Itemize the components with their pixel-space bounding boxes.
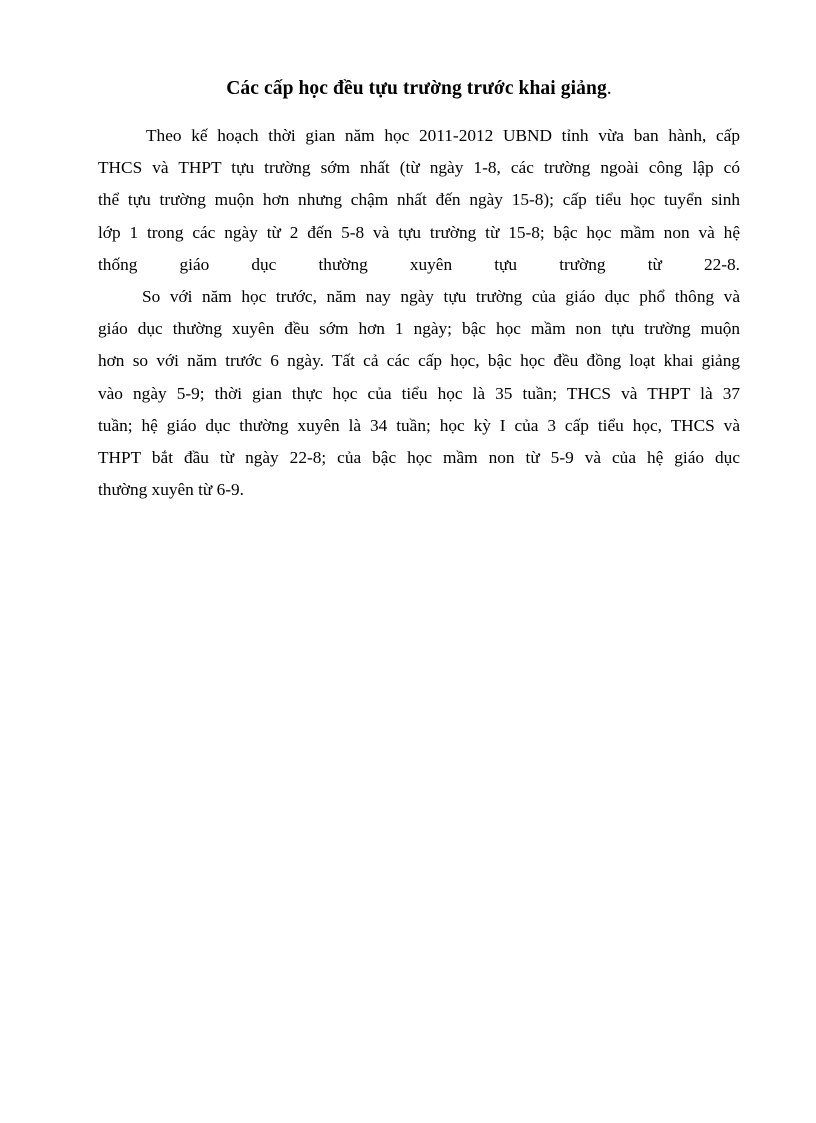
paragraph-line: thể tựu trường muộn hơn nhưng chậm nhất đến ngày 15-8); cấp tiểu học tuyển sinh xyxy=(98,190,740,210)
paragraph-line: THPT bắt đầu từ ngày 22-8; của bậc học mầm non từ 5-9 và của hệ giáo dục xyxy=(98,448,740,468)
title-period: . xyxy=(606,78,612,99)
paragraph-line: So với năm học trước, năm nay ngày tựu trường của giáo dục phổ thông và xyxy=(142,287,740,307)
paragraph-line: hơn so với năm trước 6 ngày. Tất cả các cấp học, bậc học đều đồng loạt khai giảng xyxy=(98,351,740,371)
paragraph-1 xyxy=(98,120,740,281)
paragraph-line: giáo dục thường xuyên đều sớm hơn 1 ngày; bậc học mầm non tựu trường muộn xyxy=(98,319,740,339)
document-page xyxy=(98,74,740,506)
paragraph-line: vào ngày 5-9; thời gian thực học của tiểu học là 35 tuần; THCS và THPT là 37 xyxy=(98,383,740,403)
paragraph-2 xyxy=(98,281,740,506)
paragraph-line: lớp 1 trong các ngày từ 2 đến 5-8 và tựu trường từ 15-8; bậc học mầm non và hệ xyxy=(98,222,740,242)
paragraph-line: thống giáo dục thường xuyên tựu trường từ 22-8. xyxy=(98,254,740,274)
title-text: Các cấp học đều tựu trường trước khai giảng xyxy=(226,78,607,99)
paragraph-line: THCS và THPT tựu trường sớm nhất (từ ngày 1-8, các trường ngoài công lập có xyxy=(98,158,740,178)
paragraph-line: Theo kế hoạch thời gian năm học 2011-2012 UBND tỉnh vừa ban hành, cấp xyxy=(146,126,740,145)
paragraph-line: thường xuyên từ 6-9. xyxy=(98,480,244,500)
document-title xyxy=(98,74,740,104)
paragraph-line: tuần; hệ giáo dục thường xuyên là 34 tuần; học kỳ I của 3 cấp tiểu học, THCS và xyxy=(98,415,740,435)
